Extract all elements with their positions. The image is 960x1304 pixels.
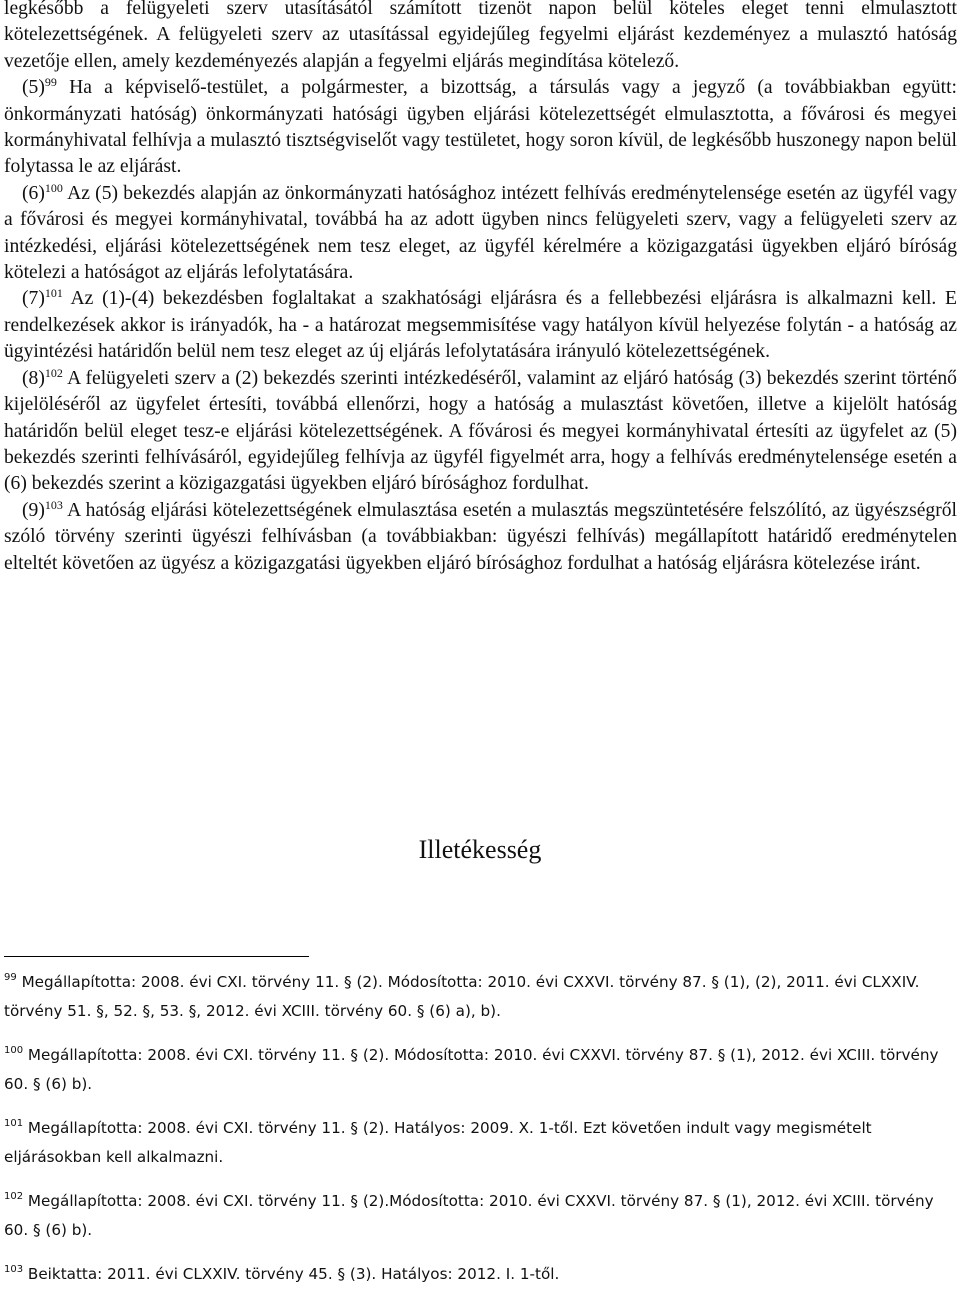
footnote-text: Megállapította: 2008. évi CXI. törvény 11. § (2).Módosította: 2010. évi CXXVI. törvény 87. § (1), 2012. évi XCIII. törvény 60. § (6) b).	[4, 1192, 934, 1239]
paragraph-5	[4, 75, 957, 181]
footnote-item	[4, 1187, 956, 1245]
paragraph-text: Az (5) bekezdés alapján az önkormányzati hatósághoz intézett felhívás eredménytelensége esetén az ügyfél vagy a fővárosi és megyei kormányhivatal, továbbá ha az adott ügyben nincs felügyeleti szerv, vagy a felügyeleti szerv az intézkedési, eljárási kötelezettségének nem tesz eleget, az ügyfél kérelmére a közigazgatási ügyekben eljáró bíróság kötelezi a hatóságot az eljárás lefolytatására.	[4, 182, 958, 284]
paragraph-text: Ha a képviselő-testület, a polgármester, a bizottság, a társulás vagy a jegyző (a továbbiakban együtt: önkormányzati hatóság) önkormányzati hatósági ügyben eljárási kötelezettségét elmulasztotta, a fővárosi és megyei kormányhivatal felhívja a mulasztó tisztségviselőt vagy testületet, hogy soron kívül, de legkésőbb huszonegy napon belül folytassa le az eljárást.	[4, 77, 957, 178]
footnote-text: Megállapította: 2008. évi CXI. törvény 11. § (2). Hatályos: 2009. X. 1-től. Ezt követően indult vagy megismételt eljárásokban kell alkalmazni.	[4, 1119, 872, 1166]
paragraph-text: A felügyeleti szerv a (2) bekezdés szerinti intézkedéséről, valamint az eljáró hatóság (3) bekezdés szerint történő kijelöléséről az ügyfelet értesíti, továbbá ellenőrzi, hogy a hatóság a mulasztást követően, illetve a kijelölt hatóság határidőn belül eleget tesz-e eljárási kötelezettségének. A fővárosi és megyei kormányhivatal értesíti az ügyfelet az (5) bekezdés szerinti felhívásáról, egyidejűleg felhívja az ügyfél figyelmét arra, hogy a felhívás eredménytelensége esetén a (6) bekezdés szerint a közigazgatási ügyekben eljáró bírósághoz fordulhat.	[4, 367, 957, 495]
footnote-number: 101	[4, 1118, 24, 1129]
paragraph-8	[4, 366, 957, 498]
footnote-reference[interactable]: 103	[44, 497, 63, 512]
footnote-number: 99	[4, 972, 17, 983]
footnote-separator	[4, 956, 309, 957]
footnote-reference[interactable]: 102	[44, 365, 63, 380]
footnote-reference[interactable]: 100	[44, 180, 63, 195]
footnote-number: 100	[4, 1045, 24, 1056]
footnote-item	[4, 1041, 956, 1099]
footnote-item	[4, 1260, 956, 1289]
section-heading: Illetékesség	[418, 835, 542, 864]
paragraph-6	[4, 181, 957, 287]
paragraph-text: A hatóság eljárási kötelezettségének elmulasztása esetén a mulasztás megszüntetésére felszólító, az ügyészségről szóló törvény szerinti ügyészi felhívásban (a továbbiakban: ügyészi felhívás) megállapított határidő eredménytelen elteltét követően az ügyész a közigazgatási ügyekben eljáró bírósághoz fordulhat a hatóság eljárásra kötelezése iránt.	[4, 499, 957, 574]
footnote-number: 102	[4, 1191, 24, 1202]
footnote-reference[interactable]: 101	[44, 286, 63, 301]
paragraph-number: (5)	[22, 77, 45, 99]
paragraph-number: (9)	[22, 499, 45, 521]
footnote-text: Beiktatta: 2011. évi CLXXIV. törvény 45. § (3). Hatályos: 2012. I. 1-től.	[27, 1265, 560, 1283]
paragraph-number: (6)	[22, 182, 45, 204]
footnote-text: Megállapította: 2008. évi CXI. törvény 11. § (2). Módosította: 2010. évi CXXVI. törvény 87. § (1), 2012. évi XCIII. törvény 60. § (6) b).	[4, 1046, 939, 1093]
footnote-item	[4, 1114, 956, 1172]
footnote-item	[4, 968, 956, 1026]
paragraph-number: (7)	[22, 288, 45, 310]
paragraph-number: (8)	[22, 367, 45, 389]
intro-paragraph: legkésőbb a felügyeleti szerv utasításától számított tizenöt napon belül köteles eleget tenni elmulasztott kötelezettségének. A felügyeleti szerv az utasítással egyidejűleg fegyelmi eljárást kezdeményez a mulasztó hatóság vezetője ellen, amely kezdeményezés alapján a fegyelmi eljárás megindítása kötelező.	[4, 0, 957, 72]
footnote-reference[interactable]: 99	[44, 75, 57, 90]
footnote-number: 103	[4, 1264, 24, 1275]
paragraph-7	[4, 286, 957, 365]
footnote-text: Megállapította: 2008. évi CXI. törvény 11. § (2). Módosította: 2010. évi CXXVI. törvény 87. § (1), (2), 2011. évi CLXXIV. törvény 51. §, 52. §, 53. §, 2012. évi XCIII. törvény 60. § (6) a), b).	[4, 973, 920, 1020]
footnotes	[4, 968, 956, 1304]
body-text	[4, 0, 957, 577]
paragraph-9	[4, 498, 957, 577]
paragraph-text: Az (1)-(4) bekezdésben foglaltakat a szakhatósági eljárásra és a fellebbezési eljárásra is alkalmazni kell. E rendelkezések akkor is irányadók, ha - a határozat megsemmisítése vagy hatályon kívül helyezése folytán - a hatóság az ügyintézési határidőn belül nem tesz eleget az új eljárás lefolytatására irányuló kötelezettségének.	[4, 288, 957, 363]
